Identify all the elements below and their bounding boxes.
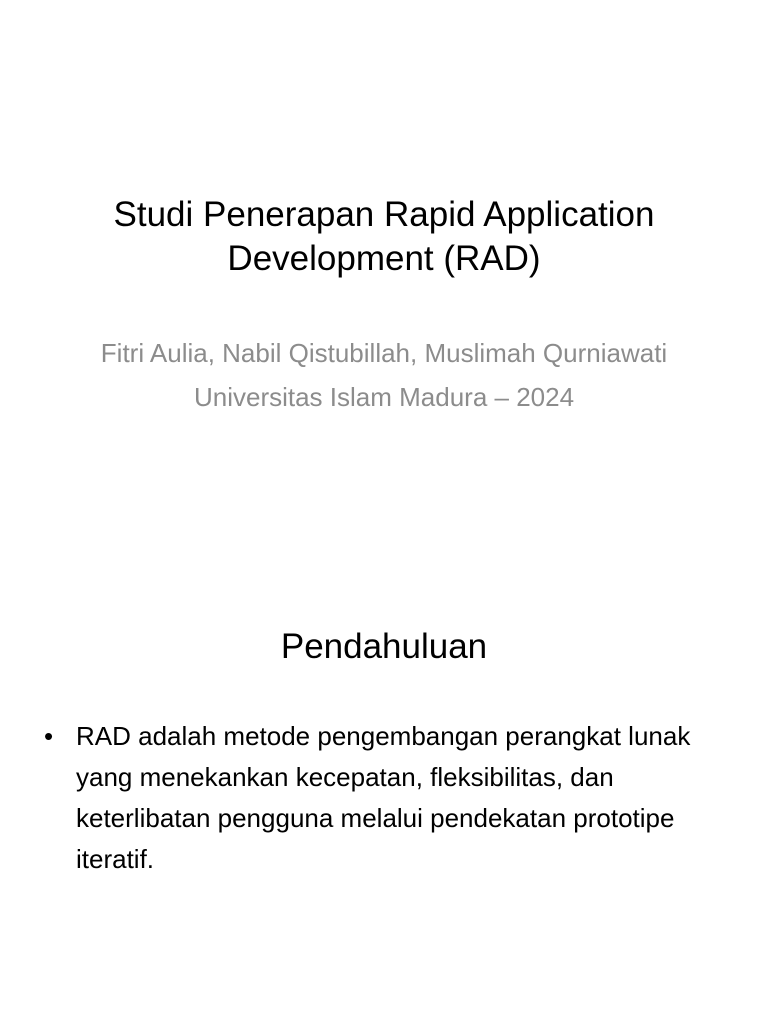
bullet-list xyxy=(40,716,730,880)
slide-subtitle xyxy=(40,335,728,415)
slide-title: Studi Penerapan Rapid Application Development (RAD) xyxy=(113,195,655,278)
bullet-icon: • xyxy=(44,721,54,751)
bullet-item xyxy=(40,716,730,880)
affiliation-text: Universitas Islam Madura – 2024 xyxy=(193,382,575,412)
section-title: Pendahuluan xyxy=(280,627,488,666)
introduction-slide xyxy=(0,512,768,1024)
authors-text: Fitri Aulia, Nabil Qistubillah, Muslimah Qurniawati xyxy=(100,338,668,368)
bullet-text: RAD adalah metode pengembangan perangkat lunak yang menekankan kecepatan, fleksibilitas, dan keterlibatan pengguna melalui pendekatan prototipe iteratif. xyxy=(76,721,691,874)
